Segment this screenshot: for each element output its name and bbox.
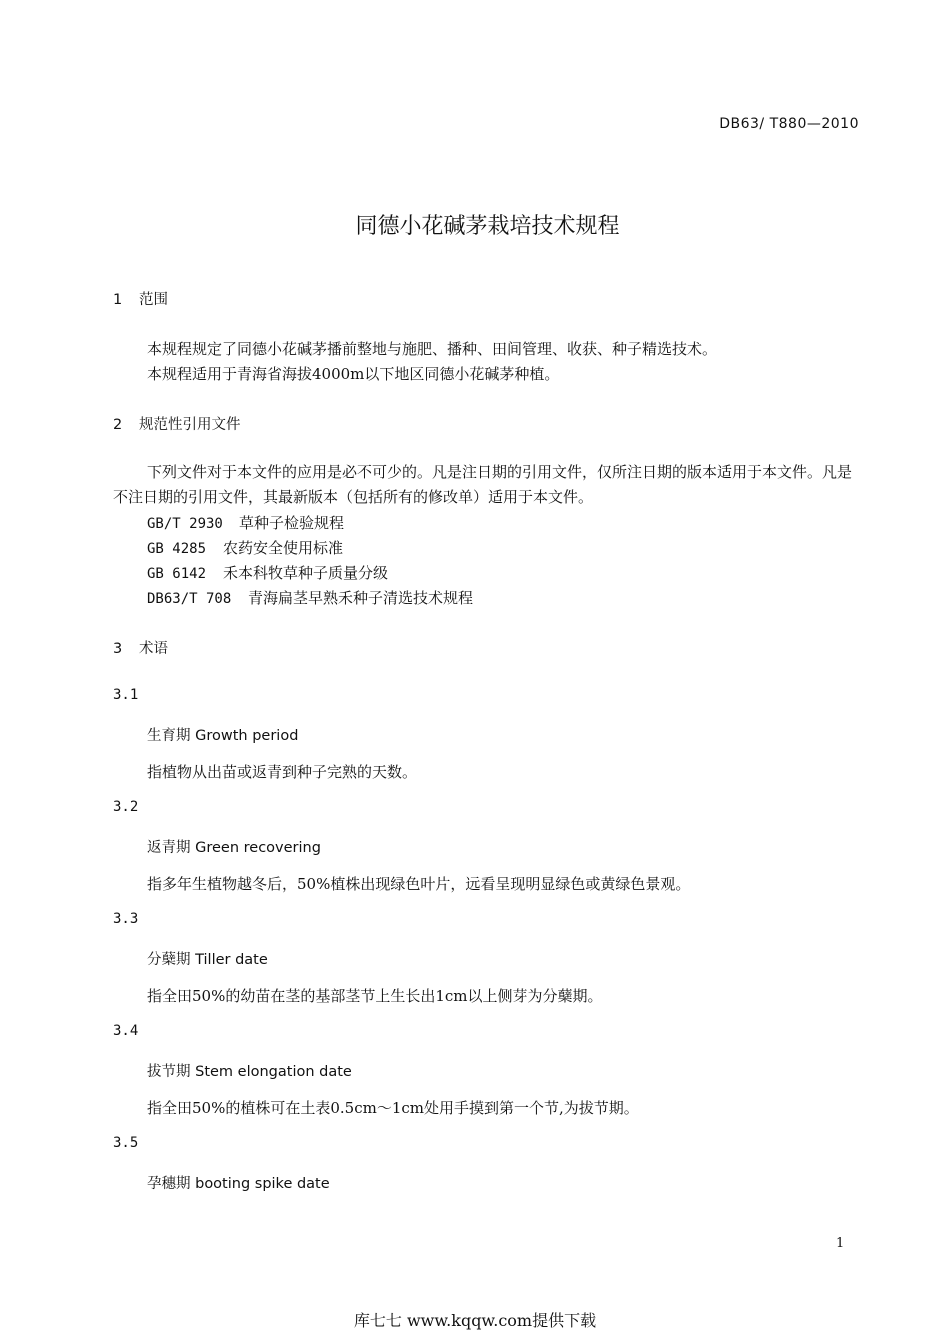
reference-item [147,587,473,608]
term-english: Stem elongation date [195,1064,352,1080]
section-title: 范围 [139,292,168,308]
section-title: 术语 [139,641,168,657]
term-heading [147,948,268,969]
page-title: 同德小花碱茅栽培技术规程 [355,214,620,239]
section-number: 1 [113,292,123,308]
reference-code: GB 4285 [147,541,207,557]
section-heading-scope [113,288,168,309]
term-number: 3.3 [113,911,139,927]
term-definition: 指全田50%的幼苗在茎的基部茎节上生长出1cm以上侧芽为分蘖期。 [147,987,603,1005]
term-name: 分蘖期 [147,952,191,968]
reference-code: GB 6142 [147,566,207,582]
standard-number: DB63/ T880—2010 [719,116,859,132]
term-english: booting spike date [195,1176,330,1192]
reference-title: 禾本科牧草种子质量分级 [223,564,389,582]
term-english: Green recovering [195,840,321,856]
term-number: 3.1 [113,687,139,703]
paragraph: 本规程规定了同德小花碱茅播前整地与施肥、播种、田间管理、收获、种子精选技术。 [147,340,718,358]
reference-item [147,562,388,583]
section-heading-normative-references [113,413,241,434]
paragraph: 本规程适用于青海省海拔4000m以下地区同德小花碱茅种植。 [147,365,560,383]
term-heading [147,1060,352,1081]
section-number: 2 [113,417,123,433]
section-title: 规范性引用文件 [139,417,241,433]
term-name: 生育期 [147,728,191,744]
term-number: 3.4 [113,1023,139,1039]
term-english: Growth period [195,728,299,744]
paragraph: 下列文件对于本文件的应用是必不可少的。凡是注日期的引用文件，仅所注日期的版本适用于本文件。凡是不注日期的引用文件，其最新版本（包括所有的修改单）适用于本文件。 [113,463,853,506]
reference-title: 农药安全使用标准 [223,539,344,557]
section-number: 3 [113,641,123,657]
term-number: 3.2 [113,799,139,815]
term-definition: 指多年生植物越冬后，50%植株出现绿色叶片，远看呈现明显绿色或黄绿色景观。 [147,875,691,893]
download-footer: 库七七 www.kqqw.com提供下载 [353,1311,597,1330]
reference-item [147,512,344,533]
reference-code: DB63/T 708 [147,591,232,607]
term-english: Tiller date [195,952,268,968]
term-heading [147,1172,330,1193]
term-definition: 指植物从出苗或返青到种子完熟的天数。 [147,763,418,781]
term-heading [147,724,298,745]
term-number: 3.5 [113,1135,139,1151]
reference-title: 青海扁茎早熟禾种子清选技术规程 [248,589,474,607]
term-name: 拔节期 [147,1064,191,1080]
term-name: 孕穗期 [147,1176,191,1192]
reference-title: 草种子检验规程 [239,514,345,532]
section-heading-terms [113,637,168,658]
reference-item [147,537,343,558]
term-definition: 指全田50%的植株可在土表0.5cm～1cm处用手摸到第一个节,为拔节期。 [147,1099,639,1117]
page-number: 1 [836,1236,845,1251]
reference-code: GB/T 2930 [147,516,223,532]
term-heading [147,836,321,857]
term-name: 返青期 [147,840,191,856]
